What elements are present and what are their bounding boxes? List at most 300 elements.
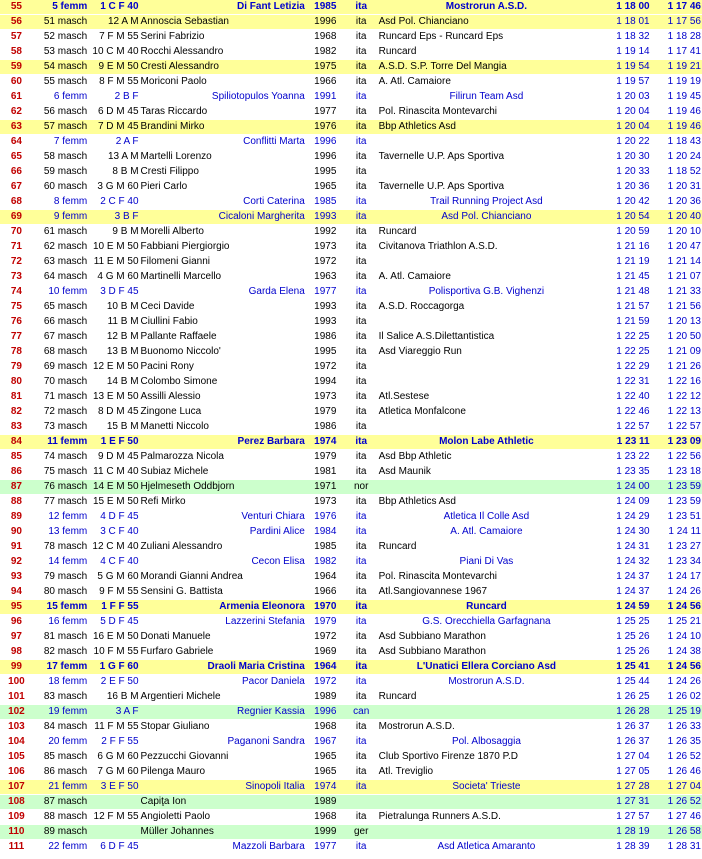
- gun-time: 1 21 16: [595, 240, 650, 255]
- club-name: Pol. Rinascita Montevarchi: [378, 105, 596, 120]
- birth-year: 1967: [306, 735, 345, 750]
- club-name: Asd Pol. Chianciano: [378, 210, 596, 225]
- gun-time: 1 20 22: [595, 135, 650, 150]
- birth-year: 1971: [306, 480, 345, 495]
- nationality: ita: [345, 645, 378, 660]
- gun-time: 1 20 04: [595, 120, 650, 135]
- position-number: 101: [0, 690, 33, 705]
- net-time: 1 20 13: [651, 315, 702, 330]
- overall-gender-rank: 70 masch: [33, 375, 88, 390]
- table-row: [0, 360, 702, 375]
- athlete-name: Donati Manuele: [140, 630, 306, 645]
- table-row: [0, 705, 702, 720]
- category-rank: 1 F F 55: [88, 600, 139, 615]
- nationality: ita: [345, 270, 378, 285]
- category-rank: 15 B M: [88, 420, 139, 435]
- overall-gender-rank: 75 masch: [33, 465, 88, 480]
- position-number: 89: [0, 510, 33, 525]
- table-row: [0, 840, 702, 855]
- net-time: 1 24 38: [651, 645, 702, 660]
- birth-year: 1989: [306, 690, 345, 705]
- net-time: 1 21 56: [651, 300, 702, 315]
- category-rank: 2 B F: [88, 90, 139, 105]
- gun-time: 1 19 14: [595, 45, 650, 60]
- category-rank: 1 C F 40: [88, 0, 139, 15]
- table-row: [0, 810, 702, 825]
- nationality: ita: [345, 630, 378, 645]
- category-rank: 11 E M 50: [88, 255, 139, 270]
- position-number: 90: [0, 525, 33, 540]
- gun-time: 1 25 26: [595, 645, 650, 660]
- category-rank: 10 B M: [88, 300, 139, 315]
- nationality: ita: [345, 750, 378, 765]
- position-number: 78: [0, 345, 33, 360]
- birth-year: 1973: [306, 390, 345, 405]
- position-number: 104: [0, 735, 33, 750]
- athlete-name: Buonomo Niccolo': [140, 345, 306, 360]
- position-number: 82: [0, 405, 33, 420]
- net-time: 1 26 58: [651, 825, 702, 840]
- athlete-name: Müller Johannes: [140, 825, 306, 840]
- position-number: 70: [0, 225, 33, 240]
- overall-gender-rank: 82 masch: [33, 645, 88, 660]
- gun-time: 1 20 59: [595, 225, 650, 240]
- athlete-name: Garda Elena: [140, 285, 306, 300]
- table-row: [0, 435, 702, 450]
- category-rank: 7 D M 45: [88, 120, 139, 135]
- category-rank: 3 G M 60: [88, 180, 139, 195]
- birth-year: 1977: [306, 105, 345, 120]
- category-rank: 11 F M 55: [88, 720, 139, 735]
- category-rank: 8 D M 45: [88, 405, 139, 420]
- gun-time: 1 27 05: [595, 765, 650, 780]
- birth-year: 1979: [306, 405, 345, 420]
- club-name: A. Atl. Camaiore: [378, 75, 596, 90]
- net-time: 1 28 31: [651, 840, 702, 855]
- club-name: A.S.D. Roccagorga: [378, 300, 596, 315]
- overall-gender-rank: 79 masch: [33, 570, 88, 585]
- athlete-name: Subiaz Michele: [140, 465, 306, 480]
- birth-year: 1993: [306, 210, 345, 225]
- table-row: [0, 240, 702, 255]
- table-row: [0, 630, 702, 645]
- birth-year: 1976: [306, 120, 345, 135]
- nationality: ita: [345, 450, 378, 465]
- net-time: 1 22 16: [651, 375, 702, 390]
- gun-time: 1 18 32: [595, 30, 650, 45]
- overall-gender-rank: 86 masch: [33, 765, 88, 780]
- nationality: ita: [345, 570, 378, 585]
- birth-year: 1985: [306, 195, 345, 210]
- club-name: Atl.Sestese: [378, 390, 596, 405]
- nationality: ita: [345, 405, 378, 420]
- gun-time: 1 27 04: [595, 750, 650, 765]
- nationality: ita: [345, 615, 378, 630]
- net-time: 1 17 46: [651, 0, 702, 15]
- club-name: Piani Di Vas: [378, 555, 596, 570]
- club-name: Runcard: [378, 540, 596, 555]
- table-row: [0, 180, 702, 195]
- gun-time: 1 26 25: [595, 690, 650, 705]
- table-row: [0, 615, 702, 630]
- category-rank: 13 E M 50: [88, 390, 139, 405]
- club-name: [378, 255, 596, 270]
- gun-time: 1 20 54: [595, 210, 650, 225]
- athlete-name: Pezzucchi Giovanni: [140, 750, 306, 765]
- overall-gender-rank: 85 masch: [33, 750, 88, 765]
- category-rank: 2 A F: [88, 135, 139, 150]
- nationality: ita: [345, 495, 378, 510]
- net-time: 1 21 14: [651, 255, 702, 270]
- birth-year: 1974: [306, 780, 345, 795]
- nationality: ita: [345, 735, 378, 750]
- birth-year: 1968: [306, 810, 345, 825]
- position-number: 72: [0, 255, 33, 270]
- nationality: ita: [345, 675, 378, 690]
- table-row: [0, 825, 702, 840]
- nationality: ita: [345, 360, 378, 375]
- category-rank: 1 E F 50: [88, 435, 139, 450]
- position-number: 73: [0, 270, 33, 285]
- overall-gender-rank: 54 masch: [33, 60, 88, 75]
- net-time: 1 23 51: [651, 510, 702, 525]
- athlete-name: Morelli Alberto: [140, 225, 306, 240]
- net-time: 1 22 13: [651, 405, 702, 420]
- athlete-name: Brandini Mirko: [140, 120, 306, 135]
- net-time: 1 24 11: [651, 525, 702, 540]
- athlete-name: Cecon Elisa: [140, 555, 306, 570]
- birth-year: 1992: [306, 225, 345, 240]
- table-row: [0, 555, 702, 570]
- category-rank: 13 B M: [88, 345, 139, 360]
- nationality: can: [345, 705, 378, 720]
- overall-gender-rank: 53 masch: [33, 45, 88, 60]
- category-rank: 8 F M 55: [88, 75, 139, 90]
- nationality: ita: [345, 135, 378, 150]
- gun-time: 1 23 22: [595, 450, 650, 465]
- nationality: ita: [345, 45, 378, 60]
- gun-time: 1 20 30: [595, 150, 650, 165]
- gun-time: 1 24 37: [595, 585, 650, 600]
- category-rank: 12 E M 50: [88, 360, 139, 375]
- net-time: 1 19 46: [651, 105, 702, 120]
- overall-gender-rank: 69 masch: [33, 360, 88, 375]
- gun-time: 1 18 00: [595, 0, 650, 15]
- birth-year: 1974: [306, 435, 345, 450]
- table-row: [0, 210, 702, 225]
- net-time: 1 24 17: [651, 570, 702, 585]
- table-row: [0, 660, 702, 675]
- position-number: 64: [0, 135, 33, 150]
- gun-time: 1 19 57: [595, 75, 650, 90]
- overall-gender-rank: 11 femm: [33, 435, 88, 450]
- club-name: Molon Labe Athletic: [378, 435, 596, 450]
- club-name: Mostrorun A.S.D.: [378, 0, 596, 15]
- gun-time: 1 20 04: [595, 105, 650, 120]
- overall-gender-rank: 72 masch: [33, 405, 88, 420]
- overall-gender-rank: 8 femm: [33, 195, 88, 210]
- net-time: 1 24 26: [651, 675, 702, 690]
- category-rank: 2 C F 40: [88, 195, 139, 210]
- position-number: 95: [0, 600, 33, 615]
- position-number: 109: [0, 810, 33, 825]
- birth-year: 1979: [306, 450, 345, 465]
- table-row: [0, 600, 702, 615]
- nationality: ita: [345, 660, 378, 675]
- table-row: [0, 195, 702, 210]
- category-rank: 14 B M: [88, 375, 139, 390]
- birth-year: 1968: [306, 720, 345, 735]
- table-row: [0, 15, 702, 30]
- position-number: 61: [0, 90, 33, 105]
- category-rank: 11 C M 40: [88, 465, 139, 480]
- nationality: ita: [345, 780, 378, 795]
- table-row: [0, 150, 702, 165]
- athlete-name: Angioletti Paolo: [140, 810, 306, 825]
- overall-gender-rank: 15 femm: [33, 600, 88, 615]
- overall-gender-rank: 64 masch: [33, 270, 88, 285]
- net-time: 1 25 19: [651, 705, 702, 720]
- club-name: Asd Pol. Chianciano: [378, 15, 596, 30]
- position-number: 57: [0, 30, 33, 45]
- table-row: [0, 45, 702, 60]
- position-number: 56: [0, 15, 33, 30]
- birth-year: 1981: [306, 465, 345, 480]
- birth-year: 1985: [306, 0, 345, 15]
- net-time: 1 20 40: [651, 210, 702, 225]
- net-time: 1 23 18: [651, 465, 702, 480]
- position-number: 100: [0, 675, 33, 690]
- athlete-name: Pallante Raffaele: [140, 330, 306, 345]
- category-rank: 2 F F 55: [88, 735, 139, 750]
- net-time: 1 21 07: [651, 270, 702, 285]
- club-name: [378, 480, 596, 495]
- overall-gender-rank: 16 femm: [33, 615, 88, 630]
- position-number: 62: [0, 105, 33, 120]
- overall-gender-rank: 73 masch: [33, 420, 88, 435]
- table-row: [0, 735, 702, 750]
- overall-gender-rank: 9 femm: [33, 210, 88, 225]
- nationality: ita: [345, 210, 378, 225]
- gun-time: 1 25 41: [595, 660, 650, 675]
- category-rank: 5 G M 60: [88, 570, 139, 585]
- position-number: 79: [0, 360, 33, 375]
- club-name: Pol. Rinascita Montevarchi: [378, 570, 596, 585]
- athlete-name: Manetti Niccolo: [140, 420, 306, 435]
- net-time: 1 23 59: [651, 495, 702, 510]
- category-rank: 9 B M: [88, 225, 139, 240]
- position-number: 88: [0, 495, 33, 510]
- position-number: 66: [0, 165, 33, 180]
- net-time: 1 23 27: [651, 540, 702, 555]
- overall-gender-rank: 88 masch: [33, 810, 88, 825]
- table-row: [0, 255, 702, 270]
- nationality: ita: [345, 225, 378, 240]
- net-time: 1 26 52: [651, 750, 702, 765]
- category-rank: 12 C M 40: [88, 540, 139, 555]
- club-name: [378, 315, 596, 330]
- athlete-name: Palmarozza Nicola: [140, 450, 306, 465]
- athlete-name: Hjelmeseth Oddbjorn: [140, 480, 306, 495]
- club-name: A. Atl. Camaiore: [378, 270, 596, 285]
- nationality: ita: [345, 300, 378, 315]
- nationality: ita: [345, 330, 378, 345]
- position-number: 75: [0, 300, 33, 315]
- nationality: ita: [345, 105, 378, 120]
- table-row: [0, 135, 702, 150]
- gun-time: 1 24 09: [595, 495, 650, 510]
- gun-time: 1 26 28: [595, 705, 650, 720]
- gun-time: 1 21 48: [595, 285, 650, 300]
- position-number: 97: [0, 630, 33, 645]
- club-name: Atl.Sangiovannese 1967: [378, 585, 596, 600]
- category-rank: 4 D F 45: [88, 510, 139, 525]
- club-name: Mostrorun A.S.D.: [378, 675, 596, 690]
- birth-year: 1965: [306, 765, 345, 780]
- nationality: ita: [345, 75, 378, 90]
- gun-time: 1 20 42: [595, 195, 650, 210]
- club-name: Tavernelle U.P. Aps Sportiva: [378, 180, 596, 195]
- position-number: 96: [0, 615, 33, 630]
- category-rank: 7 F M 55: [88, 30, 139, 45]
- category-rank: 16 E M 50: [88, 630, 139, 645]
- athlete-name: Taras Riccardo: [140, 105, 306, 120]
- category-rank: 16 B M: [88, 690, 139, 705]
- gun-time: 1 22 29: [595, 360, 650, 375]
- gun-time: 1 24 30: [595, 525, 650, 540]
- category-rank: 3 E F 50: [88, 780, 139, 795]
- birth-year: 1999: [306, 825, 345, 840]
- category-rank: 4 G M 60: [88, 270, 139, 285]
- overall-gender-rank: 71 masch: [33, 390, 88, 405]
- net-time: 1 19 21: [651, 60, 702, 75]
- net-time: 1 21 26: [651, 360, 702, 375]
- table-row: [0, 585, 702, 600]
- table-row: [0, 645, 702, 660]
- athlete-name: Sensini G. Battista: [140, 585, 306, 600]
- gun-time: 1 27 57: [595, 810, 650, 825]
- overall-gender-rank: 77 masch: [33, 495, 88, 510]
- category-rank: 9 F M 55: [88, 585, 139, 600]
- athlete-name: Regnier Kassia: [140, 705, 306, 720]
- gun-time: 1 22 46: [595, 405, 650, 420]
- category-rank: [88, 795, 139, 810]
- club-name: Asd Bbp Athletic: [378, 450, 596, 465]
- birth-year: 1993: [306, 300, 345, 315]
- athlete-name: Venturi Chiara: [140, 510, 306, 525]
- net-time: 1 21 33: [651, 285, 702, 300]
- birth-year: 1970: [306, 600, 345, 615]
- athlete-name: Armenia Eleonora: [140, 600, 306, 615]
- athlete-name: Pacini Rony: [140, 360, 306, 375]
- net-time: 1 20 47: [651, 240, 702, 255]
- position-number: 71: [0, 240, 33, 255]
- position-number: 108: [0, 795, 33, 810]
- position-number: 65: [0, 150, 33, 165]
- club-name: Runcard Eps - Runcard Eps: [378, 30, 596, 45]
- birth-year: 1996: [306, 15, 345, 30]
- birth-year: 1963: [306, 270, 345, 285]
- club-name: Asd Atletica Amaranto: [378, 840, 596, 855]
- athlete-name: Zuliani Alessandro: [140, 540, 306, 555]
- position-number: 77: [0, 330, 33, 345]
- net-time: 1 18 43: [651, 135, 702, 150]
- nationality: ita: [345, 90, 378, 105]
- net-time: 1 17 41: [651, 45, 702, 60]
- athlete-name: Zingone Luca: [140, 405, 306, 420]
- nationality: ita: [345, 375, 378, 390]
- nationality: ita: [345, 690, 378, 705]
- birth-year: 1991: [306, 90, 345, 105]
- position-number: 83: [0, 420, 33, 435]
- overall-gender-rank: 51 masch: [33, 15, 88, 30]
- position-number: 60: [0, 75, 33, 90]
- table-row: [0, 570, 702, 585]
- position-number: 55: [0, 0, 33, 15]
- table-row: [0, 0, 702, 15]
- position-number: 111: [0, 840, 33, 855]
- birth-year: 1969: [306, 645, 345, 660]
- club-name: Asd Subbiano Marathon: [378, 630, 596, 645]
- table-row: [0, 675, 702, 690]
- gun-time: 1 24 00: [595, 480, 650, 495]
- position-number: 105: [0, 750, 33, 765]
- table-row: [0, 390, 702, 405]
- birth-year: 1972: [306, 630, 345, 645]
- birth-year: 1977: [306, 285, 345, 300]
- birth-year: 1972: [306, 675, 345, 690]
- athlete-name: Serini Fabrizio: [140, 30, 306, 45]
- position-number: 92: [0, 555, 33, 570]
- club-name: L'Unatici Ellera Corciano Asd: [378, 660, 596, 675]
- position-number: 107: [0, 780, 33, 795]
- birth-year: 1986: [306, 330, 345, 345]
- gun-time: 1 25 26: [595, 630, 650, 645]
- nationality: ita: [345, 195, 378, 210]
- overall-gender-rank: 17 femm: [33, 660, 88, 675]
- birth-year: 1976: [306, 510, 345, 525]
- gun-time: 1 26 37: [595, 720, 650, 735]
- birth-year: 1996: [306, 705, 345, 720]
- net-time: 1 20 31: [651, 180, 702, 195]
- club-name: Il Salice A.S.Dilettantistica: [378, 330, 596, 345]
- birth-year: 1979: [306, 615, 345, 630]
- birth-year: 1982: [306, 555, 345, 570]
- overall-gender-rank: 76 masch: [33, 480, 88, 495]
- club-name: Runcard: [378, 690, 596, 705]
- overall-gender-rank: 60 masch: [33, 180, 88, 195]
- net-time: 1 24 10: [651, 630, 702, 645]
- overall-gender-rank: 5 femm: [33, 0, 88, 15]
- club-name: Atletica Monfalcone: [378, 405, 596, 420]
- net-time: 1 25 21: [651, 615, 702, 630]
- club-name: Asd Viareggio Run: [378, 345, 596, 360]
- birth-year: 1964: [306, 660, 345, 675]
- overall-gender-rank: 22 femm: [33, 840, 88, 855]
- birth-year: 1968: [306, 30, 345, 45]
- club-name: Trail Running Project Asd: [378, 195, 596, 210]
- position-number: 102: [0, 705, 33, 720]
- athlete-name: Furfaro Gabriele: [140, 645, 306, 660]
- overall-gender-rank: 10 femm: [33, 285, 88, 300]
- position-number: 98: [0, 645, 33, 660]
- table-row: [0, 60, 702, 75]
- athlete-name: Martinelli Marcello: [140, 270, 306, 285]
- club-name: [378, 420, 596, 435]
- position-number: 74: [0, 285, 33, 300]
- athlete-name: Spiliotopulos Yoanna: [140, 90, 306, 105]
- category-rank: 15 E M 50: [88, 495, 139, 510]
